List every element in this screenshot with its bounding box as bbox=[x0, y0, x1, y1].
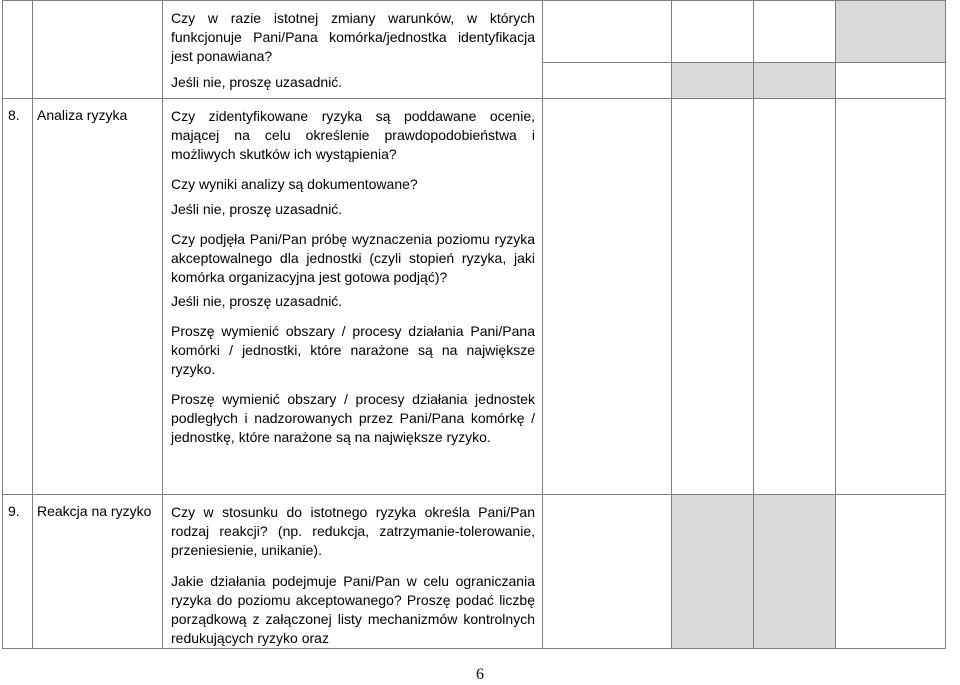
number-cell bbox=[3, 495, 33, 649]
area-label bbox=[33, 1, 162, 8]
number-cell bbox=[3, 1, 33, 99]
question-text: Czy zidentyfikowane ryzyka są poddawane ocenie, mającej na celu określenie prawdopodobieństwa i możliwych skutków ich wystąpienia? bbox=[171, 108, 535, 162]
answer-cell[interactable] bbox=[543, 99, 672, 495]
row-number: 8. bbox=[8, 107, 20, 123]
area-cell bbox=[33, 99, 163, 495]
shaded-cell bbox=[672, 63, 754, 99]
question-text: Czy w stosunku do istotnego ryzyka określa Pani/Pan rodzaj reakcji? (np. redukcja, zatrzymanie-tolerowanie, przeniesienie, unikanie). bbox=[171, 504, 535, 558]
question-cell bbox=[163, 495, 543, 649]
question-text: Proszę wymienić obszary / procesy działania Pani/Pana komórki / jednostki, które narażone są na największe ryzyko. bbox=[171, 323, 535, 377]
answer-cell[interactable] bbox=[543, 495, 672, 649]
area-cell bbox=[33, 1, 163, 99]
question-text: Jeśli nie, proszę uzasadnić. bbox=[171, 293, 343, 309]
question-text: Czy wyniki analizy są dokumentowane? bbox=[171, 176, 418, 192]
answer-cell[interactable] bbox=[672, 1, 754, 63]
number-cell bbox=[3, 99, 33, 495]
shaded-cell bbox=[754, 63, 836, 99]
answer-cell[interactable] bbox=[754, 99, 836, 495]
question-text: Czy podjęła Pani/Pan próbę wyznaczenia poziomu ryzyka akceptowalnego dla jednostki (czyli stopień ryzyka, jaki komórka organizacyjna jest gotowa podjąć)? bbox=[171, 231, 535, 285]
area-label: Reakcja na ryzyko bbox=[37, 503, 152, 519]
shaded-cell bbox=[672, 495, 754, 649]
answer-cell[interactable] bbox=[836, 495, 946, 649]
answer-cell[interactable] bbox=[754, 1, 836, 63]
table-row bbox=[3, 495, 946, 649]
question-cell bbox=[163, 99, 543, 495]
questionnaire-table bbox=[2, 0, 946, 649]
row-number: 9. bbox=[8, 503, 20, 519]
answer-cell[interactable] bbox=[543, 1, 672, 63]
question-text: Proszę wymienić obszary / procesy działania jednostek podległych i nadzorowanych przez Pani/Pana komórkę / jednostkę, które narażone są na największe ryzyko. bbox=[171, 391, 535, 445]
area-cell bbox=[33, 495, 163, 649]
question-text: Czy w razie istotnej zmiany warunków, w których funkcjonuje Pani/Pana komórka/jednostka identyfikacja jest ponawiana? bbox=[171, 10, 535, 64]
answer-cell[interactable] bbox=[672, 99, 754, 495]
row-number bbox=[3, 1, 32, 8]
answer-cell[interactable] bbox=[543, 63, 672, 99]
page-number: 6 bbox=[476, 666, 484, 683]
question-cell bbox=[163, 1, 543, 99]
answer-cell[interactable] bbox=[836, 63, 946, 99]
question-text: Jeśli nie, proszę uzasadnić. bbox=[171, 201, 343, 217]
table-row bbox=[3, 1, 946, 63]
question-text: Jeśli nie, proszę uzasadnić. bbox=[171, 74, 343, 90]
shaded-cell bbox=[836, 1, 946, 63]
answer-cell[interactable] bbox=[836, 99, 946, 495]
question-text: Jakie działania podejmuje Pani/Pan w celu ograniczania ryzyka do poziomu akceptowanego? Proszę podać liczbę porządkową z załączonej listy mechanizmów kontrolnych redukujących ryzyko oraz bbox=[171, 573, 535, 646]
shaded-cell bbox=[754, 495, 836, 649]
table-row bbox=[3, 99, 946, 495]
area-label: Analiza ryzyka bbox=[37, 107, 128, 123]
